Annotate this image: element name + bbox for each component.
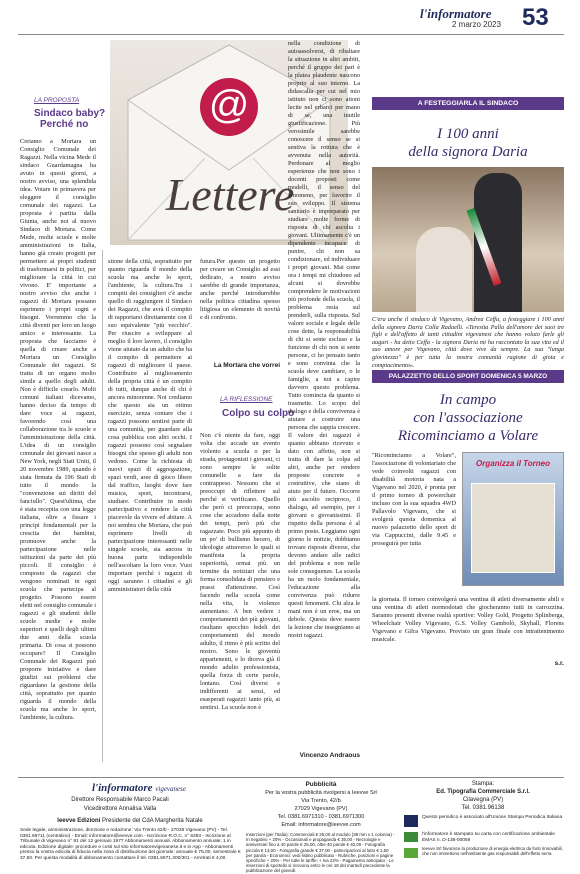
footer-director: Direttore Responsabile Marco Pacali <box>71 797 169 803</box>
ads-line-2: Via Trento, 42/b <box>301 798 341 804</box>
assoc-note: Questo periodico è associato all'Unione Stampa Periodica Italiana <box>422 815 563 820</box>
ads-line-1: Per la vostra pubblicità rivolgersi a Ieevve Srl <box>265 790 377 796</box>
ads-line-3: 27029 Vigevano (PV) <box>294 806 348 812</box>
footer-president: Presidente del CdA Margherita Natale <box>101 818 203 824</box>
sidebar2-title-line1: In campo <box>439 392 497 408</box>
footer-logo-text: l'informatore <box>92 782 153 794</box>
ads-title: Pubblicità <box>305 781 337 788</box>
poster-headline: Organizza il Torneo <box>476 459 550 468</box>
article1-signature: La Mortara che vorrei <box>213 362 280 369</box>
sidebar1-caption: C'era anche il sindaco di Vigevano, Andrea Ceffa, a festeggiare i 100 anni della signora Daria Colla Radaelli. «Teresita Palla dell'amore dei suoi tre figli e dell'affetto di tanti cittadini vigevanesi che hanno voluto farle gli auguri - ha detto Ceffa - la signora Daria mi ha raccontato la sua vita ed il suo amore per Vigevano, città dove vive da sempre. La sua "lunga giovinezza" è per tutta la nostra comunità ragione di gioia e compiacimento». <box>372 316 564 369</box>
footer-vice: Vicedirettore Annalisa Valla <box>83 806 157 812</box>
footer-logo <box>92 782 186 794</box>
article2-kicker: LA RIFLESSIONE <box>220 396 273 403</box>
sidebar2-text1: "Ricominciamo a Volare", l'associazione di volontariato che vede coinvolti ragazzi con disabilità motoria nata a Vigevano nel 2020, è pronta per il primo torneo di powerchair incluso con la sua squadra 4WD Pallavolo Vigevano, che si svolgerà questa domenica al nuovo palazzetto dello sport di via Cappuccini, dalle 9.45 e proseguirà per tutta <box>372 452 456 547</box>
sidebar2-title-line2: con l'associazione <box>413 410 523 426</box>
uspi-logo <box>404 815 418 827</box>
footer-publisher <box>20 818 240 824</box>
ieevve-logo <box>404 848 418 858</box>
tournament-poster <box>462 452 564 586</box>
footer-top-rule <box>18 777 564 778</box>
woman-figure <box>416 227 472 312</box>
article2-title: Colpo su colpo <box>222 408 295 419</box>
sidebar1-title-line2: della signora Daria <box>408 144 528 160</box>
footer-publisher-name: Ieevve Edizioni <box>57 818 101 824</box>
issue-date: 2 marzo 2023 <box>452 20 501 29</box>
article2-signature: Vincenzo Andraous <box>299 752 360 759</box>
header-rule <box>18 34 564 35</box>
article2-col1: Non c'è niente da fare, oggi volta che accade un evento violento a scuola o per la strada, protagonisti i giovani, ci sono sempre le solite comunelle a fare da contrappeso. Nessuno che si preoccupi di riflettere sul perché si verificano. Quello che però ci preoccupa, sono cose che accadono dalla notte dei tempi, però più che ragazzate. Poco più appunto di un po' di bullismo becero, di ideologie attraverso le quali si manifesta la propria superiorità, ormai più un termine da notiziari che una forma consolidata di pensiero e prassi d'attenzione. Così facendo nella scuola come nella vita, le violenze aumentano. A ben vedere i comportamenti dei più giovani, risultano specchio fedeli dei comportamenti del mondo adulto, il ritmo è più scritto del nostro. Sono le gioventù appartenenti, e lo diceva già il mondo adulto professionista, quella forza di certe parole, lontano. Così diversi e indifferenti ai sensi, ed esasperati ragazzi: tanto più, ai sentirsi. La scuola non è <box>200 432 280 711</box>
ads-line-4: Tel. 0381.6971310 - 0381.6971300 <box>277 814 365 820</box>
article1-col2: stione della città, soprattutto per quanto riguarda il mondo della scuola ma anche lo sport, l'ambiente, la cultura.Tra i compiti dei consiglieri c'è anche quello di raggiungere il Sindaco dei Ragazzi, che avrà il compito di rapportarsi direttamente con il suo equivalente "più vecchio". Per riuscire a sviluppare al meglio il loro lavoro, il consiglio viene aiutato da un adulto che ha il compito di permettere ai ragazzi di migliorare il paese. Contribuire al miglioramento della propria città è un compito di tutti, dunque anche di chi è ancora minorenne. Noi crediamo che questo sia un ottimo esercizio, senza contare che i ragazzi possono sentirsi parte di una comunità, per guardare alla cosa pubblica con altri occhi. I ragazzi possono così segnalare bisogni che spesso gli adulti non vedono. Come la richiesta di nuovi spazi di aggregazione, spazi verdi, aree di gioco libere dal traffico, luoghi dove fare musica, sport, incontrarsi, studiare. Contribuire in modo partecipativo e rendere la città piacevole da vivere ed abitare. A noi sembra che Mortara, che può esprimere livelli di partecipazione interessanti nelle singole scuole, sia ancora in buona parte indisponibile nell'ascoltare la loro voce. Vuoi importare perché i ragazzi di oggi saranno i cittadini e gli amministratori della città <box>108 258 192 593</box>
sidebar1-band: A FESTEGGIARLA IL SINDACO <box>372 97 564 110</box>
article1-col3: futura.Per questo un progetto per creare un Consiglio ad essi dedicato, a nostro avviso sarebbe di grande importanza, anche perché introdurrebbe nella politica cittadina spesso litigiosa un elemento di novità e di confronto. <box>200 258 280 321</box>
centenarian-photo <box>372 167 564 312</box>
ads-line-5: Email: informatore@ieevve.com <box>281 822 361 828</box>
ads-rates: Inserzioni (per l'Italia): Commerciali € 25,00 al modulo (38 mm x 1 colonna) - In negativo + 20% - Occasionali e propaganda € 35,00 - Necrologie e anniversari fino a 40 parole € 25,00, oltre 40 parole € 40,00 - Fotografia piccola € 13,00 - Fotografia grande € 37,00 - partecipazioni al lutto € 1,50 per parola - Economici: vedi listino pubblicato - Rubriche, posizioni e pagine specifiche + 20% - Per tutte le tariffe: + Iva 22% - Pagamento anticipato - Le inserzioni di sportello si ricevono entro le ore 18 del martedì precedente la pubblicazione del giovedì. <box>246 832 395 874</box>
poster-image <box>471 483 555 573</box>
article1-col1: Creiamo a Mortara un Consiglio Comunale dei Ragazzi. Nella vicina Mede il sindaco Guardamagna ha avuto in questi giorni, a nostro avviso, una splendida idea. Votare in primavera per eleggere il consiglio comunale dei ragazzi. La proposta è partita dalla Giunta, anche noi al nuovo Sindaco di Mortara. Come Mede, molte scuole e molte amministrazioni in Italia, hanno già creato progetti per permettere ai propri studenti di trasformarsi in politici, per migliorare la città in cui vivono. E' importante a nostro avviso che anche i ragazzi di Mortara possano esprimere i propri sogni e bisogni. Vorremmo che la città diventi per loro un luogo amico e interessante. La proposta che facciamo è quella di creare anche a Mortara un Consiglio Comunale dei ragazzi. Si tratta di un organo molto simile a quello degli adulti. Non è difficile crearlo. Molti comuni italiani dicevamo, hanno deciso da tempo di dare voce ai ragazzi, favorendo così una collaborazione tra le scuole e l'amministrazione della città. L'idea di un consiglio comunale dei giovani nasce a New York, negli Stati Uniti, il 20 novembre 1989, quando è stata firmata da 196 Stati di tutto il mondo la "convenzione sui diritti del fanciullo". Quest'ultima, che è stata recepita con una legge italiana, oltre a fissare i principi fondamentali per la crescita dei bambini, promuove anche la partecipazione nelle istituzioni da parte dei più piccoli. Il consiglio è composto da ragazzi che vengono nominati in ogni scuola che partecipa al progetto. Possono essere eletti nel consiglio comunale i ragazzi e gli studenti delle scuole medie e molte superiori e quelli degli ultimi due anni della scuola primaria. Di cosa si possono occupare? Il Consiglio Comunale dei Ragazzi può proporre iniziative e dare giudizi sui problemi che riguardano la gestione della città, soprattutto per quanto riguarda il mondo della scuola ma anche lo sport, l'ambiente, la cultura. <box>20 138 96 721</box>
sidebar2-text2: la giornata. Il torneo coinvolgerà una ventina di atleti diversamente abili e una ventina di atleti normodotati che giocheranno tutti in carrozzina. Saranno presenti diverse realtà sportive: Volley Gold, Progetto Splinberga, Wheelchair Volley Vigevano, G.S. Volley Gambolò, Skyhall, Florens Vigevano e Gifra Vigevano. Previsto un gran finale con intrattenimento musicale. <box>372 596 564 643</box>
at-symbol: @ <box>200 78 258 136</box>
printer-city: Cilavegna (PV) <box>462 797 504 803</box>
printer-tel: Tel. 0381.96138 <box>461 805 505 811</box>
article1-title-line1: Sindaco baby? <box>34 108 106 119</box>
article1-title-line2: Perché no <box>40 119 89 130</box>
footer-logo-suffix: vigevanese <box>155 785 186 793</box>
print-title: Stampa: <box>471 781 495 787</box>
sidebar2-signature: s.r. <box>554 660 564 667</box>
sidebar2-band: PALAZZETTO DELLO SPORT DOMENICA 5 MARZO <box>372 370 564 383</box>
page-number: 53 <box>522 4 549 31</box>
printer-name: Ed. Tipografia Commerciale S.r.l. <box>436 789 530 795</box>
footer-legal: Sede legale, amministrazione, direzione e redazione: Via Trento 42/b - 27029 Vigevano (PV) - Tel. 0381.69711 (centralino) - Email: informatore@ieevve.com - Iscrizione R.O.C. n° 6393 - Iscrizione al Tribunale di Vigevano n° 91 del 12 gennaio 1977 Abbonamenti annuali. Abbonamento annuale: 1 in edicola. Edizione digitale: procedure e costi sul sito informatorevigevanese.it e in App - Abbonamenti presso la vostra edicola di fiducia nella zona di distribuzione del giornale: annuale € 75,00, semestrale € 37,50. Per questa modalità di abbonamento contattare il tel. 0381.6971.300/301 - Arretrati € 4,00. <box>20 828 241 861</box>
ieevve-note: Ieevve Srl favorisce la produzione di energia elettrica da fonti rinnovabili, che non immettono nell'ambiente gas responsabili dell'effetto serra <box>422 846 563 857</box>
sidebar1-title-line1: I 100 anni <box>437 126 499 142</box>
emas-logo <box>404 832 418 842</box>
emas-note: l'informatore è stampato su carta con certificazione ambientale EMAS n. D-138-00059 <box>422 832 555 843</box>
column-divider <box>102 250 103 762</box>
sidebar2-title-line3: Ricominciamo a Volare <box>397 428 539 444</box>
masthead-title: l'informatore <box>420 6 492 21</box>
article2-col2: nella condizione di autoassolversi, di ribaltare la situazione in altri ambiti, perché il gruppo dei pari è la platea plaudente nascono proprio al suo interno. La didascalia per cui nel mio istituto non ci sono ationi lecite nel erbarci per mano di sé, una inutile giustificazione. Più verosimile sarebbe conoscere il senso se si sentiva la rottura che è avvenuta nella autorità. Perdonare al meglio esperienze che non sono i docenti proposti come modelli, il senso del fenomeno, per favorire il suo sviluppo. Il sistema sanitario è impreparato per studiare molte forme di risposta di chi ascolta i giovani. Ultimamente c'è un dipendente incapace di punire, chi non sa condizionare, ed individuare i propri giovani. Mai come ora i tempi mi chiudono ad alcuni si dovrebbe comprendere le motivazioni più profonde della scuola, il problema resta sul prenderli, sulla risposta. Sul valore sociale e legale delle cose dette, la responsabilità di chi si sente escluso e la funzione di chi non si sente persone, ci ho pensato tanto e sono convinta che la scuola deve cambiare, o le famiglie, a noi a capire davvero questo problema. Tutto comincia da quanto si trasmette. Lo scopo del dialogo e della convivenza è aiutare a costruire una persona che sappia crescere. Il valore dei ragazzi è quanto abbiano ricevuto e dato con affetto, non si tratta di dare la colpa ad altri, anche per rendere proposte concrete e costruttive, che siano di aiuto per il futuro. Occorre più ascolto reciproco, il dialogo, ad esempio, per i giovani e giovanissimi. Il rispetto della persona è al primo posto. Leggiamo ogni giorno le notizie, dobbiamo trovare risposte diverse, che devono andare alle radici del problema e non nelle sole conseguenze. La scuola ha un ruolo fondamentale, l'educazione alla convivenza può ridurre questi fenomeni. Chi alza le mani non è un eroe, ma un debole. Questa deve essere la lezione che insegniamo ai nostri ragazzi. <box>288 40 360 639</box>
letters-word: Lettere <box>165 169 295 220</box>
article1-kicker: LA PROPOSTA <box>34 97 80 104</box>
